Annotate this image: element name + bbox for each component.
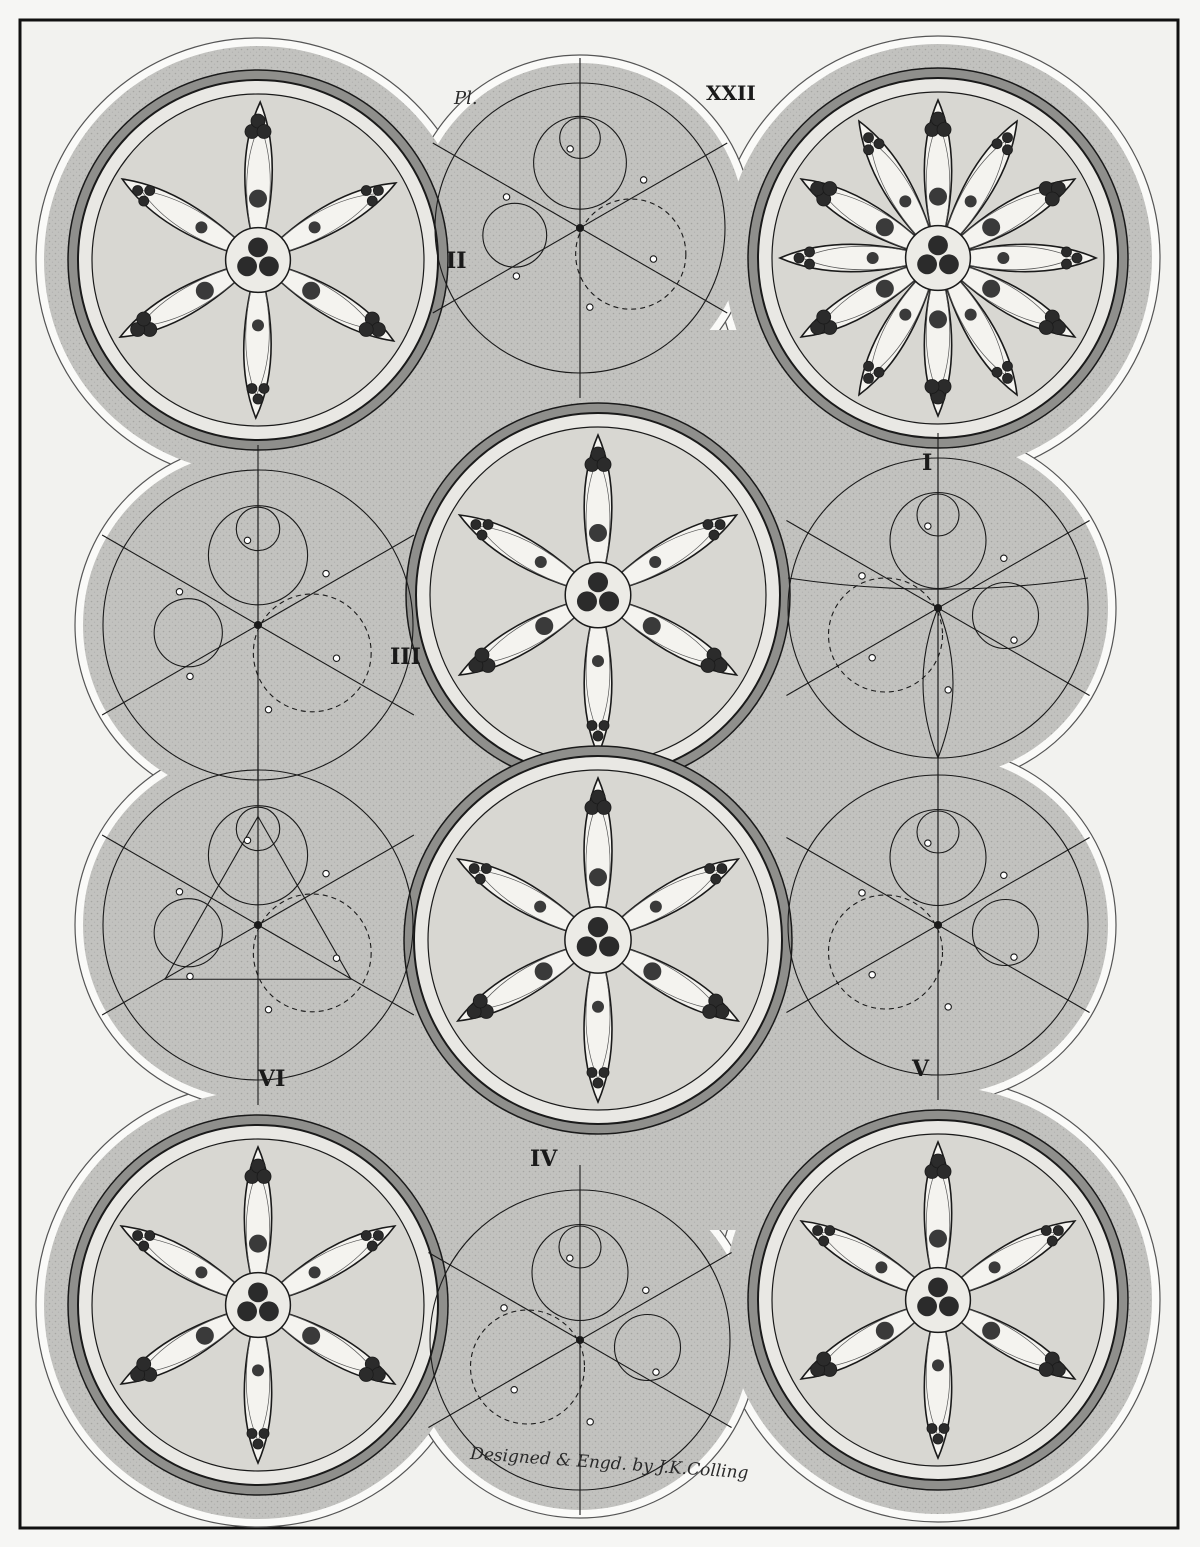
hub-foil — [599, 591, 619, 611]
foil-opening — [1061, 247, 1071, 257]
foil-opening — [593, 731, 603, 741]
foil-opening — [367, 196, 377, 206]
foil-opening — [367, 1241, 377, 1251]
foil-opening — [469, 864, 479, 874]
foil-opening — [874, 367, 884, 377]
tracery-eye — [982, 280, 1000, 298]
foil-opening — [874, 139, 884, 149]
foil-opening — [805, 247, 815, 257]
tracery-eye — [195, 1266, 207, 1278]
window-hub — [565, 562, 631, 628]
foil-opening — [703, 520, 713, 530]
foil-opening — [1039, 1362, 1053, 1376]
construction-point — [187, 973, 193, 979]
construction-point — [643, 1287, 649, 1293]
hub-foil — [577, 936, 597, 956]
foil-opening — [937, 1165, 951, 1179]
construction-point — [265, 706, 271, 712]
foil-opening — [359, 1367, 373, 1381]
hub-foil — [248, 1283, 268, 1303]
tracery-eye — [589, 868, 607, 886]
tracery-eye — [252, 319, 264, 331]
label-v: V — [912, 1056, 930, 1082]
foil-opening — [1047, 1236, 1057, 1246]
foil-opening — [259, 383, 269, 393]
foil-opening — [864, 373, 874, 383]
foil-opening — [599, 720, 609, 730]
hub-foil — [928, 1278, 948, 1298]
foil-opening — [703, 1004, 717, 1018]
tracery-eye — [899, 309, 911, 321]
foil-opening — [597, 458, 611, 472]
foil-opening — [481, 864, 491, 874]
construction-point — [323, 870, 329, 876]
construction-point — [513, 273, 519, 279]
foil-opening — [139, 196, 149, 206]
tracery-eye — [309, 1266, 321, 1278]
tracery-eye — [876, 280, 894, 298]
foil-opening — [475, 874, 485, 884]
foil-opening — [475, 648, 489, 662]
construction-center — [935, 922, 942, 929]
foil-opening — [864, 133, 874, 143]
foil-opening — [817, 1352, 831, 1366]
tracery-eye — [876, 218, 894, 236]
tracery-eye — [982, 1322, 1000, 1340]
foil-opening — [819, 1236, 829, 1246]
foil-opening — [717, 864, 727, 874]
tracery-eye — [589, 524, 607, 542]
foil-opening — [927, 1423, 937, 1433]
foil-opening — [813, 1226, 823, 1236]
construction-center — [255, 622, 262, 629]
foil-opening — [373, 1231, 383, 1241]
foil-opening — [253, 1439, 263, 1449]
window-hub — [226, 228, 291, 293]
tracery-eye — [965, 309, 977, 321]
tracery-eye — [252, 1364, 264, 1376]
foil-opening — [709, 530, 719, 540]
construction-point — [333, 655, 339, 661]
foil-opening — [593, 1078, 603, 1088]
window-hub — [565, 907, 631, 973]
foil-opening — [701, 658, 715, 672]
construction-point — [1001, 872, 1007, 878]
hub-foil — [588, 572, 608, 592]
tracery-eye — [929, 188, 947, 206]
foil-opening — [145, 1231, 155, 1241]
foil-opening — [1072, 253, 1082, 263]
construction-point — [1001, 555, 1007, 561]
construction-point — [501, 1305, 507, 1311]
rose-window-top-right — [748, 68, 1128, 448]
foil-opening — [359, 322, 373, 336]
construction-point — [333, 955, 339, 961]
hub-foil — [917, 254, 937, 274]
construction-point — [859, 890, 865, 896]
tracery-eye — [535, 556, 547, 568]
foil-opening — [864, 145, 874, 155]
label-iii: III — [390, 644, 421, 670]
label-i: I — [922, 450, 933, 476]
construction-point — [1011, 637, 1017, 643]
construction-point — [869, 655, 875, 661]
foil-opening — [483, 520, 493, 530]
foil-opening — [599, 1067, 609, 1077]
tracery-eye — [302, 282, 320, 300]
construction-point — [859, 573, 865, 579]
construction-point — [244, 537, 250, 543]
tracery-eye — [876, 1322, 894, 1340]
hub-foil — [248, 238, 268, 258]
foil-opening — [823, 182, 837, 196]
foil-opening — [473, 994, 487, 1008]
tracery-eye — [195, 221, 207, 233]
construction-center — [577, 1337, 584, 1344]
window-hub — [906, 226, 971, 291]
foil-opening — [1002, 361, 1012, 371]
foil-opening — [139, 1241, 149, 1251]
engraver-signature: Designed & Engd. by J.K.Colling — [469, 1443, 750, 1484]
foil-opening — [145, 186, 155, 196]
foil-opening — [1003, 373, 1013, 383]
foil-opening — [817, 310, 831, 324]
foil-opening — [925, 379, 939, 393]
construction-point — [323, 570, 329, 576]
label-ii: II — [446, 248, 467, 274]
foil-opening — [933, 1434, 943, 1444]
foil-opening — [137, 312, 151, 326]
tracery-eye — [982, 218, 1000, 236]
tracery-eye — [535, 617, 553, 635]
foil-opening — [805, 259, 815, 269]
foil-opening — [477, 530, 487, 540]
hub-foil — [237, 256, 257, 276]
construction-point — [567, 1255, 573, 1261]
tracery-eye — [309, 221, 321, 233]
construction-point — [503, 194, 509, 200]
tracery-eye — [592, 1001, 604, 1013]
hub-foil — [599, 936, 619, 956]
foil-opening — [1003, 133, 1013, 143]
construction-point — [187, 673, 193, 679]
construction-point — [587, 304, 593, 310]
construction-point — [653, 1369, 659, 1375]
foil-opening — [939, 1423, 949, 1433]
foil-opening — [471, 520, 481, 530]
window-hub — [906, 1268, 971, 1333]
tracery-eye — [534, 901, 546, 913]
rose-window-center-upper — [406, 403, 790, 787]
hub-foil — [577, 591, 597, 611]
tracery-eye — [649, 556, 661, 568]
foil-opening — [253, 394, 263, 404]
construction-point — [869, 972, 875, 978]
foil-opening — [1041, 1226, 1051, 1236]
foil-opening — [705, 864, 715, 874]
construction-point — [176, 889, 182, 895]
foil-opening — [937, 123, 951, 137]
hub-foil — [939, 1296, 959, 1316]
foil-opening — [361, 186, 371, 196]
foil-opening — [1039, 320, 1053, 334]
tracery-eye — [929, 310, 947, 328]
construction-point — [567, 146, 573, 152]
rose-window-top-left — [68, 70, 448, 450]
tracery-eye — [249, 1235, 267, 1253]
plate-corner-note: Pl. — [454, 88, 478, 109]
tracery-eye — [592, 655, 604, 667]
rose-window-center-lower — [404, 746, 792, 1134]
tracery-eye — [249, 190, 267, 208]
foil-opening — [715, 520, 725, 530]
tracery-eye — [899, 195, 911, 207]
tracery-eye — [875, 1261, 887, 1273]
foil-opening — [992, 367, 1002, 377]
foil-opening — [361, 1231, 371, 1241]
foil-opening — [373, 186, 383, 196]
construction-point — [587, 1419, 593, 1425]
tracery-eye — [302, 1327, 320, 1345]
label-iv: IV — [530, 1146, 558, 1172]
construction-center — [935, 605, 942, 612]
foil-opening — [597, 801, 611, 815]
hub-foil — [588, 917, 608, 937]
window-hub — [226, 1273, 291, 1338]
foil-opening — [247, 383, 257, 393]
construction-center — [255, 922, 262, 929]
foil-opening — [794, 253, 804, 263]
hub-foil — [237, 1301, 257, 1321]
foil-opening — [711, 874, 721, 884]
tracery-eye — [643, 962, 661, 980]
foil-opening — [257, 125, 271, 139]
construction-center — [577, 225, 584, 232]
foil-opening — [864, 361, 874, 371]
construction-point — [244, 837, 250, 843]
tracery-eye — [196, 1327, 214, 1345]
foil-opening — [587, 1067, 597, 1077]
plate-number: XXII — [706, 81, 756, 105]
foil-opening — [133, 1231, 143, 1241]
construction-point — [945, 687, 951, 693]
tracery-eye — [997, 252, 1009, 264]
foil-opening — [137, 1357, 151, 1371]
foil-opening — [257, 1170, 271, 1184]
foil-opening — [133, 186, 143, 196]
tracery-eye — [867, 252, 879, 264]
foil-opening — [1002, 145, 1012, 155]
construction-point — [1011, 954, 1017, 960]
construction-point — [265, 1006, 271, 1012]
foil-opening — [587, 720, 597, 730]
foil-opening — [992, 139, 1002, 149]
foil-opening — [1045, 192, 1059, 206]
hub-foil — [928, 236, 948, 256]
construction-point — [176, 589, 182, 595]
construction-point — [511, 1387, 517, 1393]
tracery-eye — [989, 1261, 1001, 1273]
tracery-eye — [965, 195, 977, 207]
construction-point — [650, 256, 656, 262]
hub-foil — [917, 1296, 937, 1316]
foil-opening — [825, 1226, 835, 1236]
tracery-eye — [535, 962, 553, 980]
tracery-eye — [196, 282, 214, 300]
hub-foil — [939, 254, 959, 274]
label-vi: VI — [258, 1066, 286, 1092]
tracery-eye — [929, 1230, 947, 1248]
construction-point — [945, 1004, 951, 1010]
construction-point — [640, 177, 646, 183]
foil-opening — [247, 1428, 257, 1438]
rose-window-bottom-right — [748, 1110, 1128, 1490]
hub-foil — [259, 1301, 279, 1321]
foil-opening — [259, 1428, 269, 1438]
rose-window-bottom-left — [68, 1115, 448, 1495]
tracery-eye — [650, 901, 662, 913]
construction-point — [925, 523, 931, 529]
foil-opening — [1053, 1226, 1063, 1236]
tracery-eye — [932, 1359, 944, 1371]
tracery-eye — [643, 617, 661, 635]
hub-foil — [259, 256, 279, 276]
construction-point — [925, 840, 931, 846]
foil-opening — [1061, 259, 1071, 269]
